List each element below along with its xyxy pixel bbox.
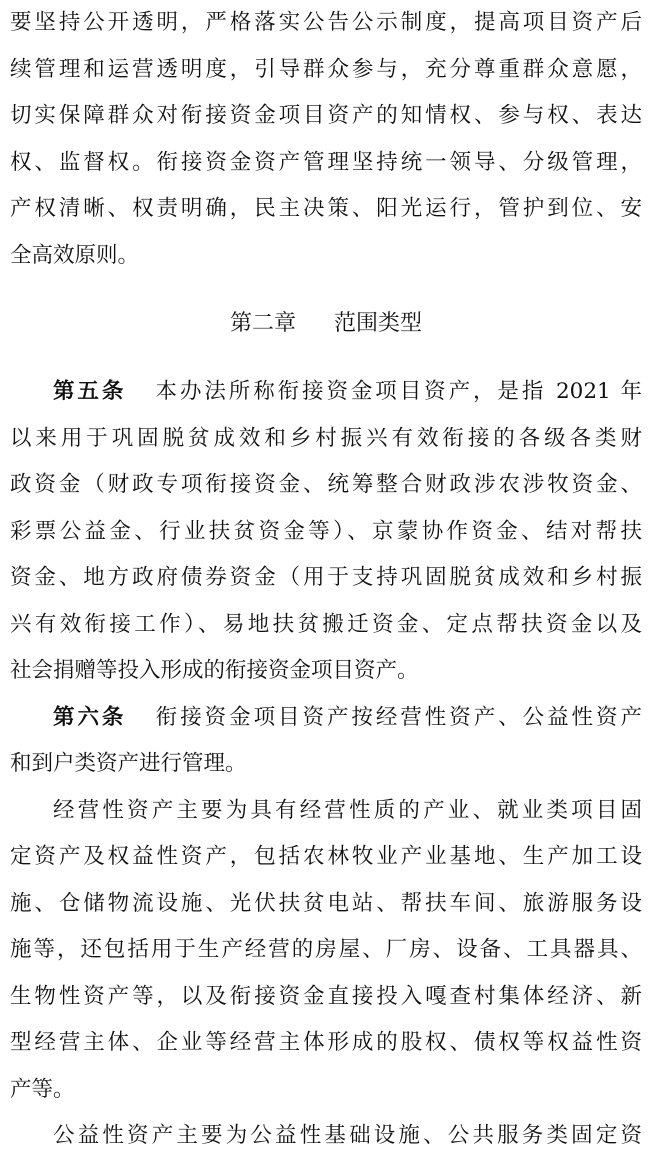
chapter-number: 第二章 [229, 311, 296, 336]
text-line: 政资金（财政专项衔接资金、统筹整合财政涉农涉牧资金、 [10, 472, 642, 497]
paragraph-public-assets [10, 1113, 642, 1160]
text-line: 定资产及权益性资产，包括农林牧业产业基地、生产加工设 [10, 844, 642, 869]
text-line: 切实保障群众对衔接资金项目资产的知情权、参与权、表达 [10, 103, 642, 128]
article-first-line [10, 695, 642, 742]
text-line: 产权清晰、权责明确，民主决策、阳光运行，管护到位、安 [10, 196, 642, 221]
article-label: 第五条 [53, 379, 127, 404]
article-text: 本办法所称衔接资金项目资产，是指 2021 年 [155, 379, 642, 404]
article-5 [10, 369, 642, 695]
text-line: 以来用于巩固脱贫成效和乡村振兴有效衔接的各级各类财 [10, 425, 642, 451]
text-line: 要坚持公开透明，严格落实公告公示制度，提高项目资产后 [10, 10, 642, 35]
text-line: 施等，还包括用于生产经营的房屋、厂房、设备、工具器具、 [10, 937, 642, 962]
text-line: 型经营主体、企业等经营主体形成的股权、债权等权益性资 [10, 1030, 642, 1055]
text-line: 公益性资产主要为公益性基础设施、公共服务类固定资 [53, 1123, 642, 1148]
paragraph-operating-assets [10, 788, 642, 1114]
article-label: 第六条 [53, 704, 127, 730]
text-line: 生物性资产等，以及衔接资金直接投入嘎查村集体经济、新 [10, 983, 642, 1009]
text-line: 续管理和运营透明度，引导群众参与，充分尊重群众意愿， [10, 56, 642, 82]
text-line: 兴有效衔接工作）、易地扶贫搬迁资金、定点帮扶资金以及 [10, 611, 642, 637]
text-line: 彩票公益金、行业扶贫资金等）、京蒙协作资金、结对帮扶 [10, 518, 642, 544]
document-page [10, 0, 642, 1160]
text-line: 权、监督权。衔接资金资产管理坚持统一领导、分级管理， [10, 149, 642, 175]
text-line: 全高效原则。 [10, 242, 140, 268]
text-line: 资金、地方政府债券资金（用于支持巩固脱贫成效和乡村振 [10, 565, 642, 590]
text-line: 施、仓储物流设施、光伏扶贫电站、帮扶车间、旅游服务设 [10, 890, 642, 916]
article-text: 衔接资金项目资产按经营性资产、公益性资产 [155, 704, 642, 730]
chapter-heading [10, 279, 642, 369]
paragraph-principles [10, 0, 642, 279]
text-line: 和到户类资产进行管理。 [10, 751, 247, 776]
article-first-line [10, 369, 642, 416]
article-6 [10, 695, 642, 788]
text-line: 经营性资产主要为具有经营性质的产业、就业类项目固 [53, 797, 642, 823]
chapter-title: 范围类型 [334, 311, 423, 336]
text-line: 社会捐赠等投入形成的衔接资金项目资产。 [10, 658, 419, 683]
text-line: 产等。 [10, 1076, 75, 1102]
